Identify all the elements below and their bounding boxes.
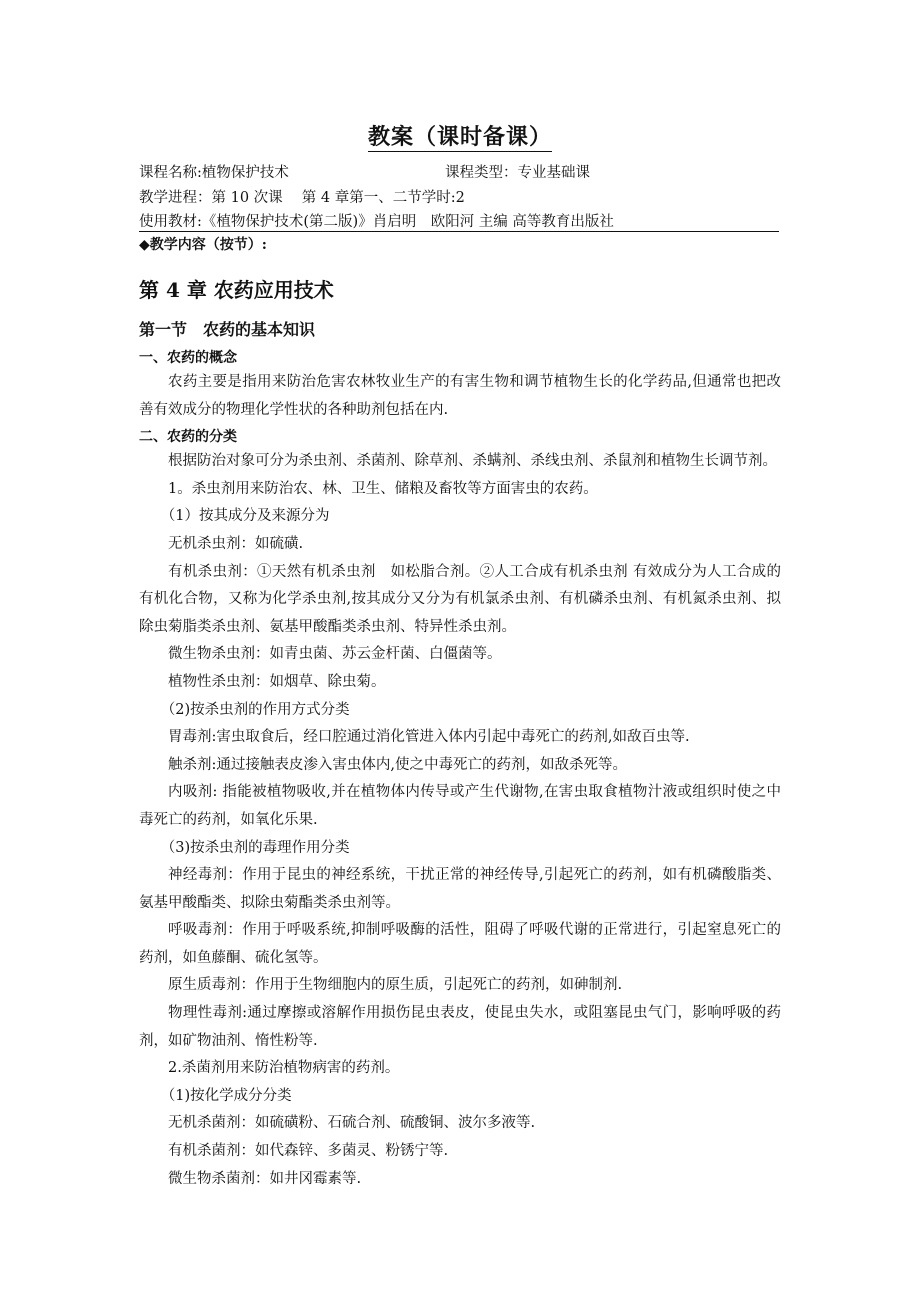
meta-textbook: 使用教材:《植物保护技术(第二版)》肖启明 欧阳河 主编 高等教育出版社 <box>139 214 614 230</box>
paragraph: 微生物杀菌剂：如井冈霉素等. <box>168 1170 362 1187</box>
course-type: 课程类型：专业基础课 <box>445 165 590 181</box>
paragraph: （1)按化学成分分类 <box>160 1087 292 1104</box>
paragraph: 农药主要是指用来防治危害农林牧业生产的有害生物和调节植物生长的化学药品,但通常也把改善有效成分的物理化学性状的各种助剂包括在内. <box>139 374 781 418</box>
paragraph: 无机杀菌剂：如硫磺粉、石硫合剂、硫酸铜、波尔多液等. <box>168 1115 536 1132</box>
paragraph: 有机杀菌剂：如代森锌、多菌灵、粉锈宁等. <box>168 1143 449 1160</box>
paragraph: 原生质毒剂：作用于生物细胞内的原生质，引起死亡的药剂，如砷制剂. <box>168 977 623 994</box>
page-title: 教案（课时备课） <box>367 124 552 150</box>
meta-progress: 教学进程：第 10 次课 第 4 章第一、二节学时:2 <box>139 190 465 206</box>
course-name: 课程名称:植物保护技术 <box>139 165 289 181</box>
paragraph: 触杀剂:通过接触表皮渗入害虫体内,使之中毒死亡的药剂，如敌杀死等。 <box>168 756 627 773</box>
meta-row-course <box>139 161 779 182</box>
paragraph: 物理性毒剂:通过摩擦或溶解作用损伤昆虫表皮，使昆虫失水，或阻塞昆虫气门，影响呼吸的药剂，如矿物油剂、惰性粉等. <box>139 1005 781 1049</box>
paragraph: 神经毒剂：作用于昆虫的神经系统，干扰正常的神经传导,引起死亡的药剂，如有机磷酸脂类、氨基甲酸酯类、拟除虫菊酯类杀虫剂等。 <box>139 867 781 911</box>
header-divider <box>139 231 779 232</box>
paragraph: （3)按杀虫剂的毒理作用分类 <box>160 839 350 856</box>
paragraph: （1）按其成分及来源分为 <box>160 508 330 525</box>
content-heading: ◆教学内容（按节）: <box>139 237 267 253</box>
paragraph: 呼吸毒剂：作用于呼吸系统,抑制呼吸酶的活性，阻碍了呼吸代谢的正常进行，引起窒息死亡的药剂，如鱼藤酮、硫化氢等。 <box>139 922 781 966</box>
paragraph: （2)按杀虫剂的作用方式分类 <box>160 701 350 718</box>
subsection-concept: 一、农药的概念 <box>139 350 237 366</box>
section-title: 第一节 农药的基本知识 <box>139 320 316 339</box>
paragraph: 无机杀虫剂：如硫磺. <box>168 535 304 552</box>
paragraph: 植物性杀虫剂：如烟草、除虫菊。 <box>168 673 386 690</box>
paragraph: 1。杀虫剂用来防治农、林、卫生、储粮及畜牧等方面害虫的农药。 <box>168 480 598 497</box>
paragraph: 2.杀菌剂用来防治植物病害的药剂。 <box>168 1060 400 1077</box>
lesson-content <box>139 234 781 1193</box>
paragraph: 内吸剂: 指能被植物吸收,并在植物体内传导或产生代谢物,在害虫取食植物汁液或组织时使之中毒死亡的药剂，如氧化乐果. <box>139 784 781 828</box>
paragraph: 有机杀虫剂：①天然有机杀虫剂 如松脂合剂。②人工合成有机杀虫剂 有效成分为人工合成的有机化合物，又称为化学杀虫剂,按其成分又分为有机氯杀虫剂、有机磷杀虫剂、有机氮杀虫剂、拟除虫菊脂类杀虫剂、氨基甲酸酯类杀虫剂、特异性杀虫剂。 <box>139 563 781 635</box>
paragraph: 微生物杀虫剂：如青虫菌、苏云金杆菌、白僵菌等。 <box>168 646 502 663</box>
paragraph: 根据防治对象可分为杀虫剂、杀菌剂、除草剂、杀螨剂、杀线虫剂、杀鼠剂和植物生长调节剂。 <box>168 453 777 470</box>
paragraph: 胃毒剂:害虫取食后，经口腔通过消化管进入体内引起中毒死亡的药剂,如敌百虫等. <box>168 729 690 746</box>
subsection-classification: 二、农药的分类 <box>139 429 237 446</box>
chapter-title: 第 4 章 农药应用技术 <box>139 278 334 302</box>
